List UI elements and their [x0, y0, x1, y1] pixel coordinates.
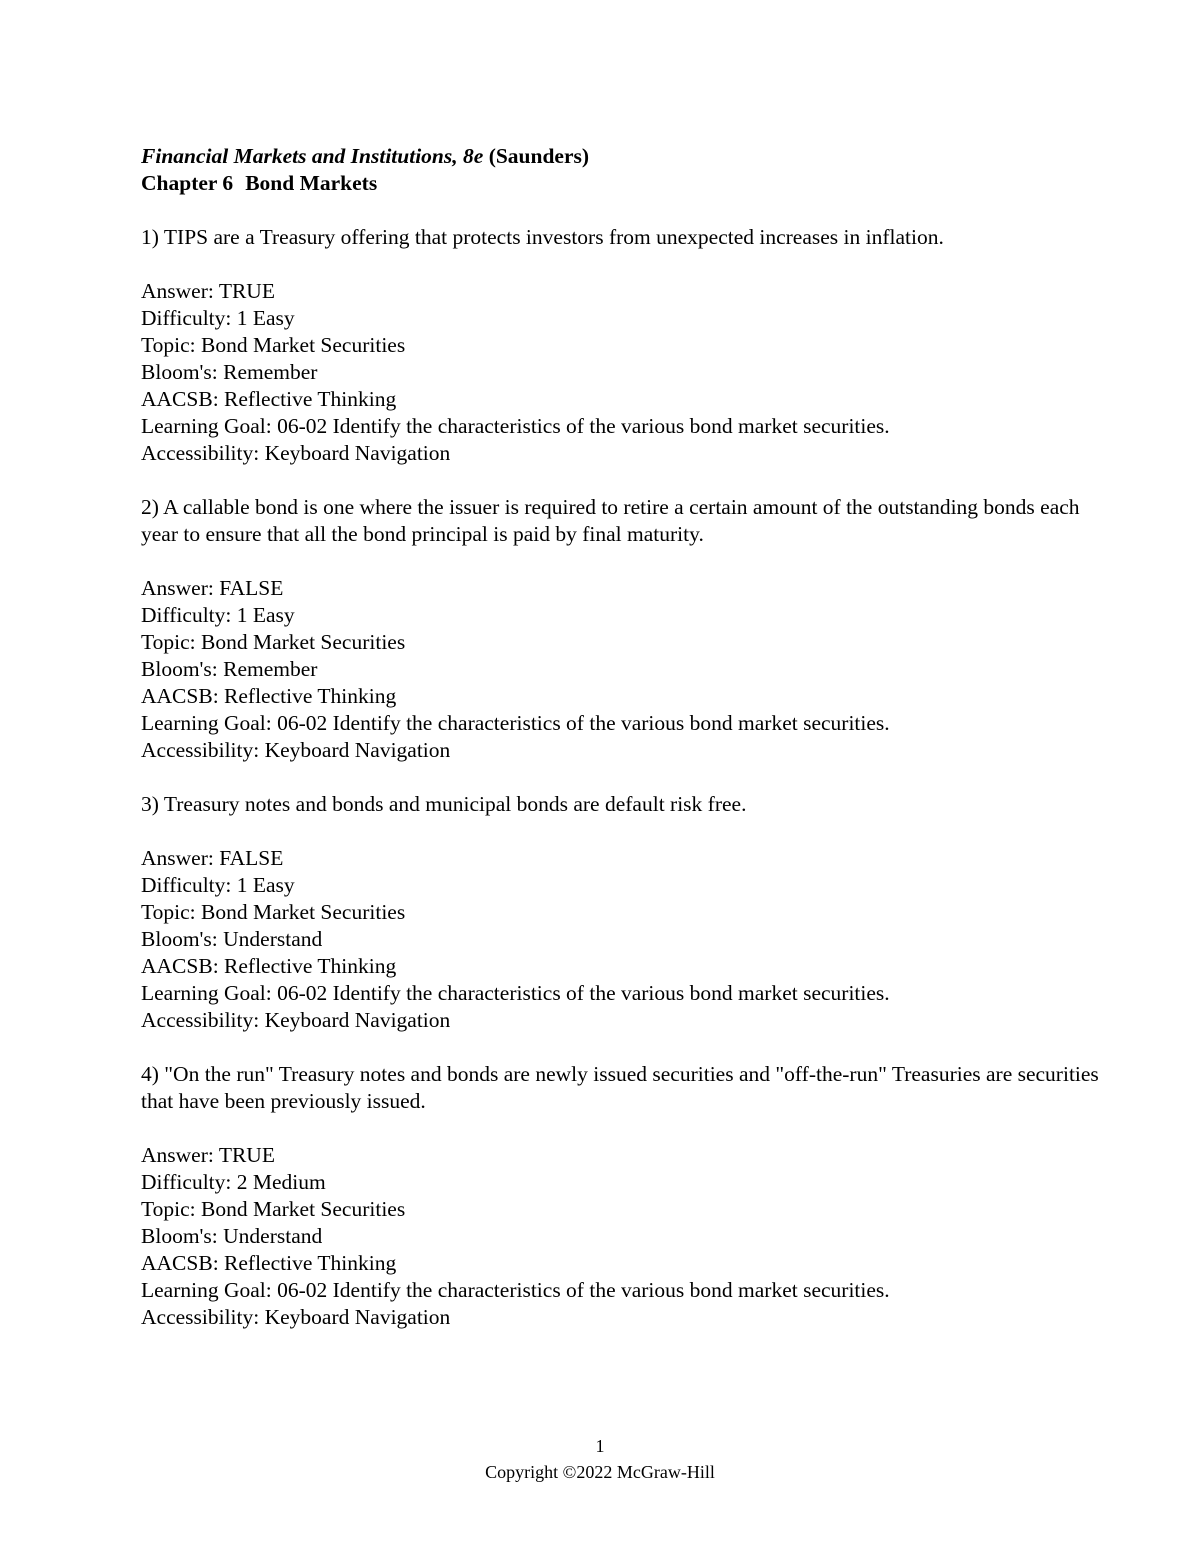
- blooms-line: Bloom's: Remember: [141, 657, 318, 681]
- page-content: [141, 143, 1101, 1331]
- chapter-title: Bond Markets: [245, 171, 378, 195]
- accessibility-line: Accessibility: Keyboard Navigation: [141, 1305, 451, 1329]
- accessibility-line: Accessibility: Keyboard Navigation: [141, 738, 451, 762]
- book-title: Financial Markets and Institutions, 8e: [141, 144, 484, 168]
- question-metadata: [141, 845, 1101, 1034]
- blooms-line: Bloom's: Understand: [141, 1224, 323, 1248]
- aacsb-line: AACSB: Reflective Thinking: [141, 684, 397, 708]
- question-block: [141, 791, 1101, 1034]
- learning-goal-line: Learning Goal: 06-02 Identify the characteristics of the various bond market securities.: [141, 414, 890, 438]
- question-text: 3) Treasury notes and bonds and municipal bonds are default risk free.: [141, 792, 747, 816]
- answer-line: Answer: TRUE: [141, 279, 275, 303]
- answer-line: Answer: FALSE: [141, 576, 284, 600]
- page-number: 1: [595, 1436, 605, 1456]
- book-title-line: [141, 143, 1101, 170]
- question-block: [141, 1061, 1101, 1331]
- blooms-line: Bloom's: Remember: [141, 360, 318, 384]
- answer-line: Answer: TRUE: [141, 1143, 275, 1167]
- question-text: 4) "On the run" Treasury notes and bonds are newly issued securities and "off-the-run" Treasuries are securities that have been previously issued.: [141, 1062, 1099, 1113]
- question-text: 1) TIPS are a Treasury offering that protects investors from unexpected increases in inflation.: [141, 225, 944, 249]
- answer-line: Answer: FALSE: [141, 846, 284, 870]
- copyright-notice: Copyright ©2022 McGraw-Hill: [485, 1462, 715, 1482]
- difficulty-line: Difficulty: 1 Easy: [141, 603, 295, 627]
- blooms-line: Bloom's: Understand: [141, 927, 323, 951]
- difficulty-line: Difficulty: 1 Easy: [141, 873, 295, 897]
- learning-goal-line: Learning Goal: 06-02 Identify the characteristics of the various bond market securities.: [141, 981, 890, 1005]
- aacsb-line: AACSB: Reflective Thinking: [141, 387, 397, 411]
- learning-goal-line: Learning Goal: 06-02 Identify the characteristics of the various bond market securities.: [141, 1278, 890, 1302]
- topic-line: Topic: Bond Market Securities: [141, 630, 406, 654]
- topic-line: Topic: Bond Market Securities: [141, 1197, 406, 1221]
- book-author: (Saunders): [488, 144, 590, 168]
- difficulty-line: Difficulty: 2 Medium: [141, 1170, 326, 1194]
- accessibility-line: Accessibility: Keyboard Navigation: [141, 441, 451, 465]
- chapter-label: Chapter 6: [141, 171, 234, 195]
- question-block: [141, 224, 1101, 467]
- difficulty-line: Difficulty: 1 Easy: [141, 306, 295, 330]
- aacsb-line: AACSB: Reflective Thinking: [141, 1251, 397, 1275]
- topic-line: Topic: Bond Market Securities: [141, 900, 406, 924]
- question-metadata: [141, 1142, 1101, 1331]
- topic-line: Topic: Bond Market Securities: [141, 333, 406, 357]
- aacsb-line: AACSB: Reflective Thinking: [141, 954, 397, 978]
- question-metadata: [141, 575, 1101, 764]
- question-block: [141, 494, 1101, 764]
- question-text: 2) A callable bond is one where the issuer is required to retire a certain amount of the outstanding bonds each year to ensure that all the bond principal is paid by final maturity.: [141, 495, 1080, 546]
- learning-goal-line: Learning Goal: 06-02 Identify the characteristics of the various bond market securities.: [141, 711, 890, 735]
- accessibility-line: Accessibility: Keyboard Navigation: [141, 1008, 451, 1032]
- question-metadata: [141, 278, 1101, 467]
- chapter-heading: [141, 170, 1101, 197]
